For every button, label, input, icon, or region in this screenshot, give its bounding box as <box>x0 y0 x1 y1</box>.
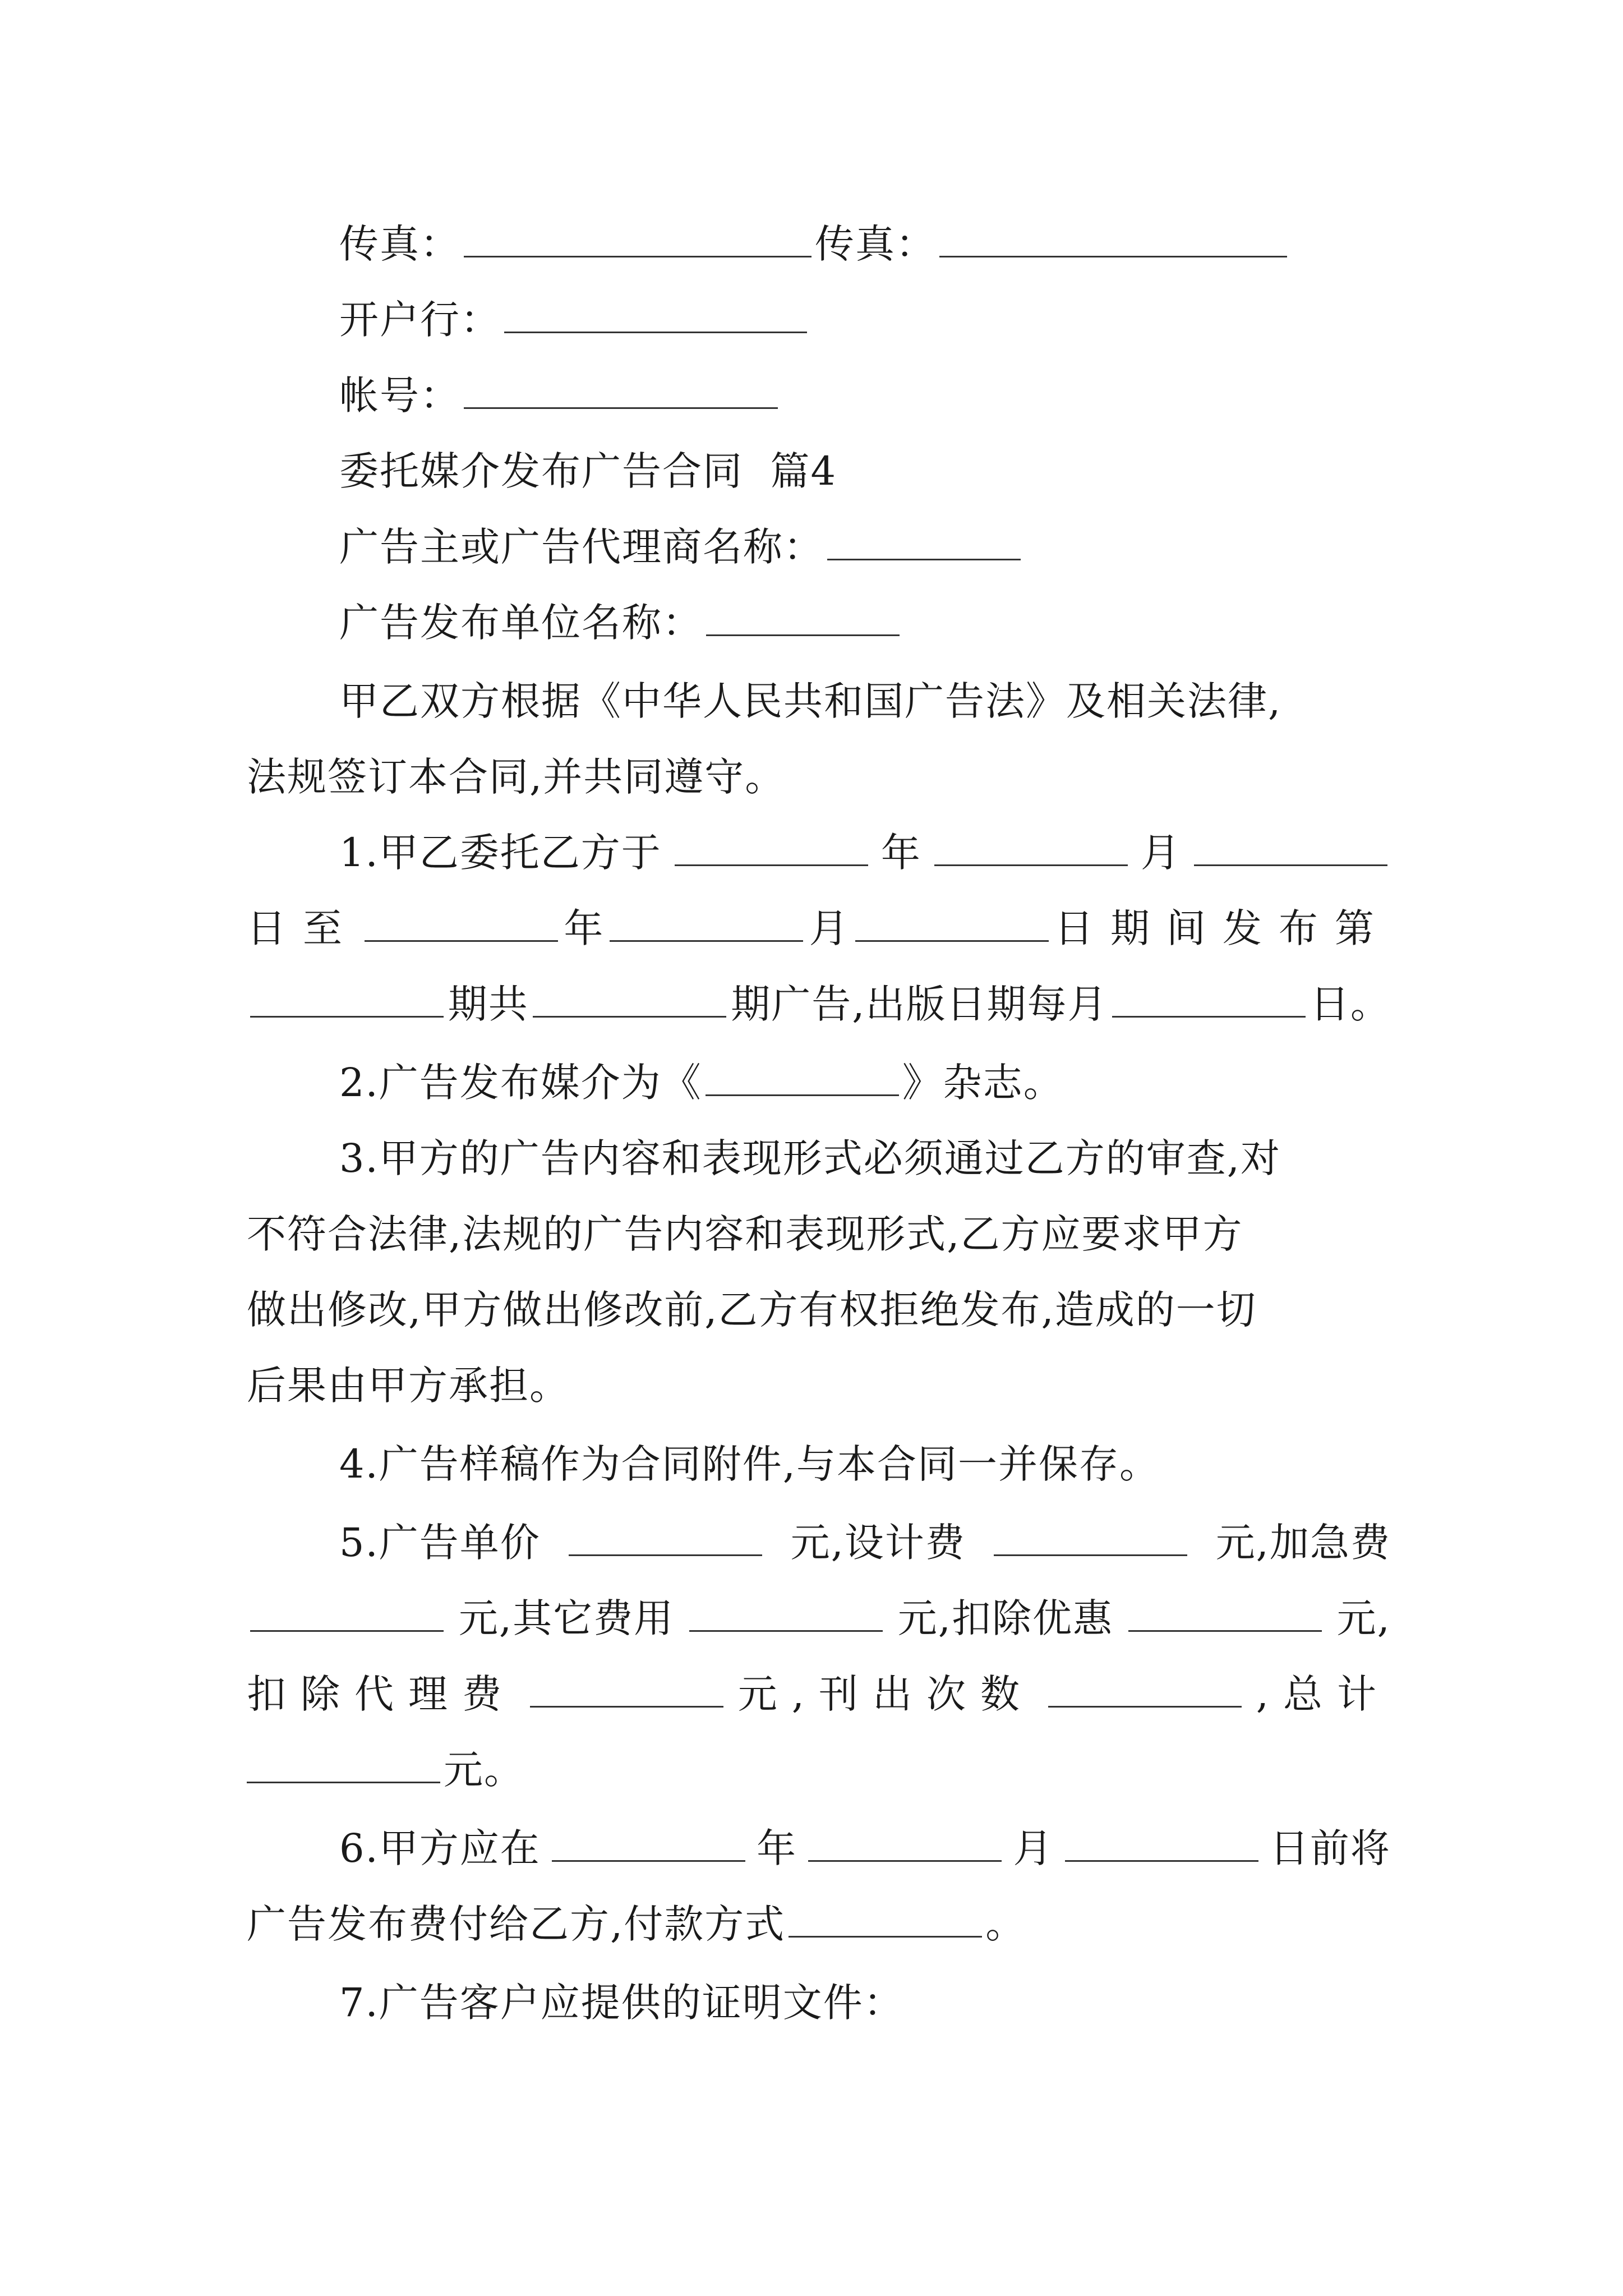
clause-1-text-f: 月 <box>809 905 850 951</box>
clause-5-text-d: 元,其它费用 <box>458 1595 675 1641</box>
clause-5-text-a: 5.广告单价 <box>339 1520 541 1566</box>
account-label: 帐号： <box>339 372 460 418</box>
clause-5-text-h: 元,刊出次数 <box>737 1671 1034 1717</box>
fax-label: 传真： <box>339 221 460 267</box>
fax-label-2: 传真： <box>815 221 936 267</box>
clause-5-text-f: 元, <box>1336 1595 1391 1641</box>
clause-3-line-1 <box>247 1130 1483 1186</box>
clause-1-text-h: 期共 <box>448 981 529 1027</box>
clause-6-line-2 <box>247 1896 1391 1952</box>
bank-label: 开户行： <box>339 297 501 343</box>
clause-5-blank-8[interactable] <box>247 1746 440 1783</box>
fax-line <box>247 216 1483 272</box>
clause-5-line-4 <box>247 1742 1391 1798</box>
clause-5-line-2 <box>247 1590 1391 1646</box>
clause-1-blank-1[interactable] <box>675 829 868 866</box>
clause-6-blank-1[interactable] <box>552 1824 745 1862</box>
clause-1-text-d: 日至 <box>247 905 359 951</box>
clause-5-line-3 <box>247 1666 1391 1722</box>
clause-6-text-d: 日前将 <box>1269 1825 1391 1871</box>
publisher-blank[interactable] <box>706 599 900 636</box>
clause-1-line-1 <box>247 825 1391 881</box>
clause-5-blank-1[interactable] <box>569 1519 762 1556</box>
clause-6-text-e: 广告发布费付给乙方,付款方式 <box>247 1901 786 1947</box>
publisher-label: 广告发布单位名称： <box>339 600 703 646</box>
clause-1-line-3 <box>247 976 1391 1032</box>
clause-7-text: 7.广告客户应提供的证明文件： <box>339 1980 904 2026</box>
clause-6-blank-2[interactable] <box>808 1824 1002 1862</box>
clause-1-blank-3[interactable] <box>1194 829 1387 866</box>
clause-5-blank-3[interactable] <box>250 1594 444 1632</box>
clause-3-text-2: 不符合法律,法规的广告内容和表现形式,乙方应要求甲方 <box>247 1211 1243 1257</box>
clause-6-line-1 <box>247 1820 1391 1876</box>
clause-5-text-i: ,总计 <box>1256 1671 1391 1717</box>
clause-6-text-c: 月 <box>1013 1825 1054 1871</box>
fax-blank[interactable] <box>464 220 811 257</box>
clause-5-blank-6[interactable] <box>530 1670 723 1708</box>
clause-1-text-g: 日期间发布第 <box>1054 905 1391 951</box>
clause-6-text-f: 。 <box>985 1901 1026 1947</box>
clause-5-text-b: 元,设计费 <box>790 1520 966 1566</box>
clause-4-text: 4.广告样稿作为合同附件,与本合同一并保存。 <box>339 1441 1160 1487</box>
advertiser-line <box>247 519 1483 575</box>
clause-1-blank-8[interactable] <box>533 980 726 1018</box>
clause-3-text-4: 后果由甲方承担。 <box>247 1363 570 1409</box>
clause-2-blank[interactable] <box>706 1059 899 1096</box>
bank-blank[interactable] <box>504 296 807 333</box>
clause-6-blank-3[interactable] <box>1065 1824 1258 1862</box>
clause-3-line-4 <box>247 1358 1391 1414</box>
clause-5-text-c: 元,加急费 <box>1215 1520 1391 1566</box>
account-blank[interactable] <box>464 371 778 409</box>
clause-3-line-2 <box>247 1206 1391 1262</box>
clause-3-text-3: 做出修改,甲方做出修改前,乙方有权拒绝发布,造成的一切 <box>247 1287 1257 1333</box>
advertiser-label: 广告主或广告代理商名称： <box>339 524 824 570</box>
clause-5-blank-2[interactable] <box>994 1519 1187 1556</box>
clause-3-text-1: 3.甲方的广告内容和表现形式必须通过乙方的审查,对 <box>339 1135 1281 1181</box>
clause-1-text-b: 年 <box>880 830 921 876</box>
clause-7-line <box>247 1975 1483 2031</box>
intro-text-2: 法规签订本合同,并共同遵守。 <box>247 754 786 800</box>
clause-5-text-e: 元,扣除优惠 <box>897 1595 1114 1641</box>
clause-1-text-e: 年 <box>564 905 605 951</box>
section-title <box>247 443 1483 499</box>
clause-6-blank-4[interactable] <box>789 1900 982 1938</box>
intro-line-2 <box>247 749 1391 805</box>
clause-1-blank-5[interactable] <box>610 904 803 942</box>
clause-1-blank-2[interactable] <box>934 829 1128 866</box>
clause-5-text-g: 扣除代理费 <box>247 1671 516 1717</box>
advertiser-blank[interactable] <box>827 523 1021 560</box>
fax-blank-2[interactable] <box>939 220 1287 257</box>
clause-5-blank-7[interactable] <box>1048 1670 1242 1708</box>
section-title-text: 委托媒介发布广告合同 篇4 <box>339 448 837 494</box>
clause-1-line-2 <box>247 900 1391 956</box>
intro-text-1: 甲乙双方根据《中华人民共和国广告法》及相关法律, <box>339 678 1282 724</box>
clause-3-line-3 <box>247 1282 1391 1338</box>
intro-line-1 <box>247 673 1483 729</box>
clause-1-text-a: 1.甲乙委托乙方于 <box>339 830 662 876</box>
account-line <box>247 367 1483 424</box>
clause-5-text-j: 元。 <box>444 1747 524 1793</box>
clause-1-blank-6[interactable] <box>855 904 1049 942</box>
clause-2-text-a: 2.广告发布媒介为《 <box>339 1060 702 1106</box>
clause-1-blank-9[interactable] <box>1112 980 1306 1018</box>
clause-1-text-j: 日。 <box>1310 981 1391 1027</box>
clause-1-text-i: 期广告,出版日期每月 <box>731 981 1108 1027</box>
bank-line <box>247 292 1483 348</box>
clause-2-text-b: 》杂志。 <box>902 1060 1064 1106</box>
publisher-line <box>247 595 1483 651</box>
clause-4-line <box>247 1436 1483 1492</box>
clause-2-line <box>247 1055 1483 1111</box>
clause-1-blank-4[interactable] <box>365 904 558 942</box>
clause-5-blank-4[interactable] <box>689 1594 883 1632</box>
clause-6-text-a: 6.甲方应在 <box>339 1825 541 1871</box>
clause-1-text-c: 月 <box>1140 830 1181 876</box>
clause-1-blank-7[interactable] <box>250 980 444 1018</box>
clause-5-blank-5[interactable] <box>1128 1594 1322 1632</box>
clause-5-line-1 <box>247 1515 1391 1571</box>
clause-6-text-b: 年 <box>757 1825 797 1871</box>
